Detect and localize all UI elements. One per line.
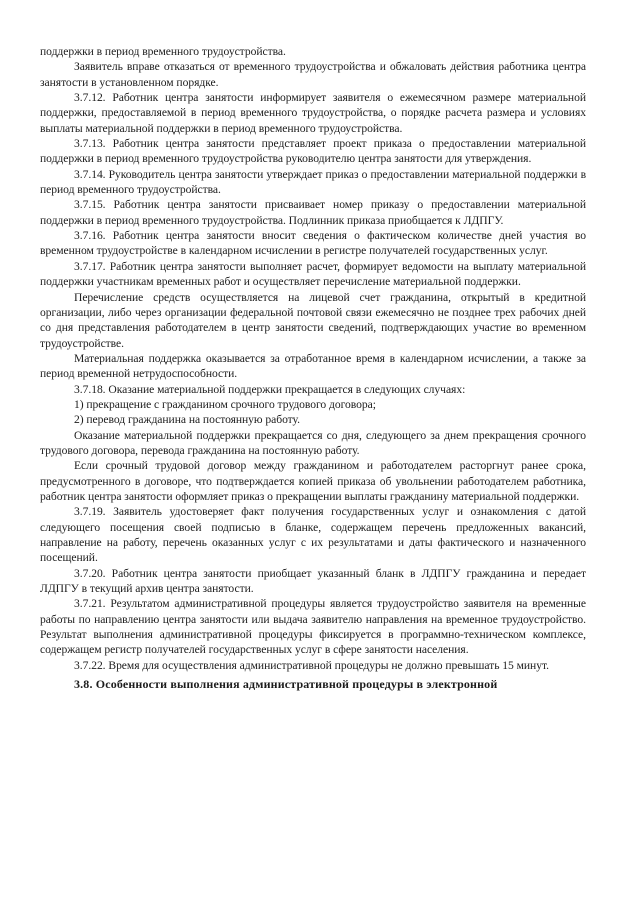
paragraph-3-7-20: 3.7.20. Работник центра занятости приобщает указанный бланк в ЛДПГУ гражданина и передает ЛДПГУ в текущий архив центра занятости. [40, 566, 586, 596]
paragraph: Перечисление средств осуществляется на лицевой счет гражданина, открытый в кредитной организации, либо через организации федеральной почтовой связи ежемесячно не позднее трех рабочих дней со дня представления работодателем в центр занятости сведений, подтверждающих участие во временном трудоустройстве. [40, 290, 586, 350]
paragraph-3-7-16: 3.7.16. Работник центра занятости вносит сведения о фактическом количестве дней участия во временном трудоустройстве в календарном исчислении в регистре получателей государственных услуг. [40, 229, 586, 258]
document-page [40, 44, 586, 692]
list-item: 2) перевод гражданина на постоянную работу. [74, 413, 300, 427]
paragraph-3-7-21: 3.7.21. Результатом административной процедуры является трудоустройство заявителя на временные работы по направлению центра занятости или выдача заявителю направления на временное трудоустройство. Результат выполнения административной процедуры фиксируется в программно-техническом комплексе, содержащем регистр получателей государственных услуг в сфере занятости населения. [40, 597, 586, 657]
list-item: 1) прекращение с гражданином срочного трудового договора; [74, 397, 376, 411]
section-heading: 3.8. Особенности выполнения административной процедуры в электронной [74, 677, 498, 692]
paragraph: Если срочный трудовой договор между гражданином и работодателем расторгнут ранее срока, предусмотренного в договоре, что подтверждается копией приказа об увольнении работодателем работника, работник центра занятости оформляет приказ о прекращении выплаты гражданину материальной поддержки. [40, 459, 586, 503]
paragraph-3-7-17: 3.7.17. Работник центра занятости выполняет расчет, формирует ведомости на выплату материальной поддержки участникам временных работ и осуществляет перечисление материальной поддержки. [40, 259, 586, 289]
paragraph: Заявитель вправе отказаться от временного трудоустройства и обжаловать действия работника центра занятости в установленном порядке. [40, 60, 586, 89]
paragraph-3-7-22: 3.7.22. Время для осуществления административной процедуры не должно превышать 15 минут. [74, 658, 549, 672]
paragraph-3-7-13: 3.7.13. Работник центра занятости представляет проект приказа о предоставлении материальной поддержки в период временного трудоустройства руководителю центра занятости для утверждения. [40, 137, 586, 166]
paragraph-3-7-19: 3.7.19. Заявитель удостоверяет факт получения государственных услуг и ознакомления с датой следующего посещения своей подписью в бланке, содержащем перечень предложенных вакансий, направление на работу, перечень оказанных услуг с их результатами и даты фактического и назначенного посещений. [40, 505, 586, 565]
paragraph-3-7-14: 3.7.14. Руководитель центра занятости утверждает приказ о предоставлении материальной поддержки в период временного трудоустройства. [40, 167, 586, 197]
paragraph-3-7-18: 3.7.18. Оказание материальной поддержки прекращается в следующих случаях: [74, 382, 466, 396]
paragraph: Материальная поддержка оказывается за отработанное время в календарном исчислении, а также за период временной нетрудоспособности. [40, 351, 586, 381]
paragraph: поддержки в период временного трудоустройства. [40, 45, 286, 58]
paragraph-3-7-12: 3.7.12. Работник центра занятости информирует заявителя о ежемесячном размере материальной поддержки, предоставляемой в период временного трудоустройства, о порядке расчета размера и условиях выплаты материальной поддержки в период временного трудоустройства. [40, 91, 586, 135]
paragraph: Оказание материальной поддержки прекращается со дня, следующего за днем прекращения срочного трудового договора, перевода гражданина на постоянную работу. [40, 428, 586, 457]
paragraph-3-7-15: 3.7.15. Работник центра занятости присваивает номер приказу о предоставлении материальной поддержки в период временного трудоустройства. Подлинник приказа приобщается к ЛДПГУ. [40, 198, 586, 227]
